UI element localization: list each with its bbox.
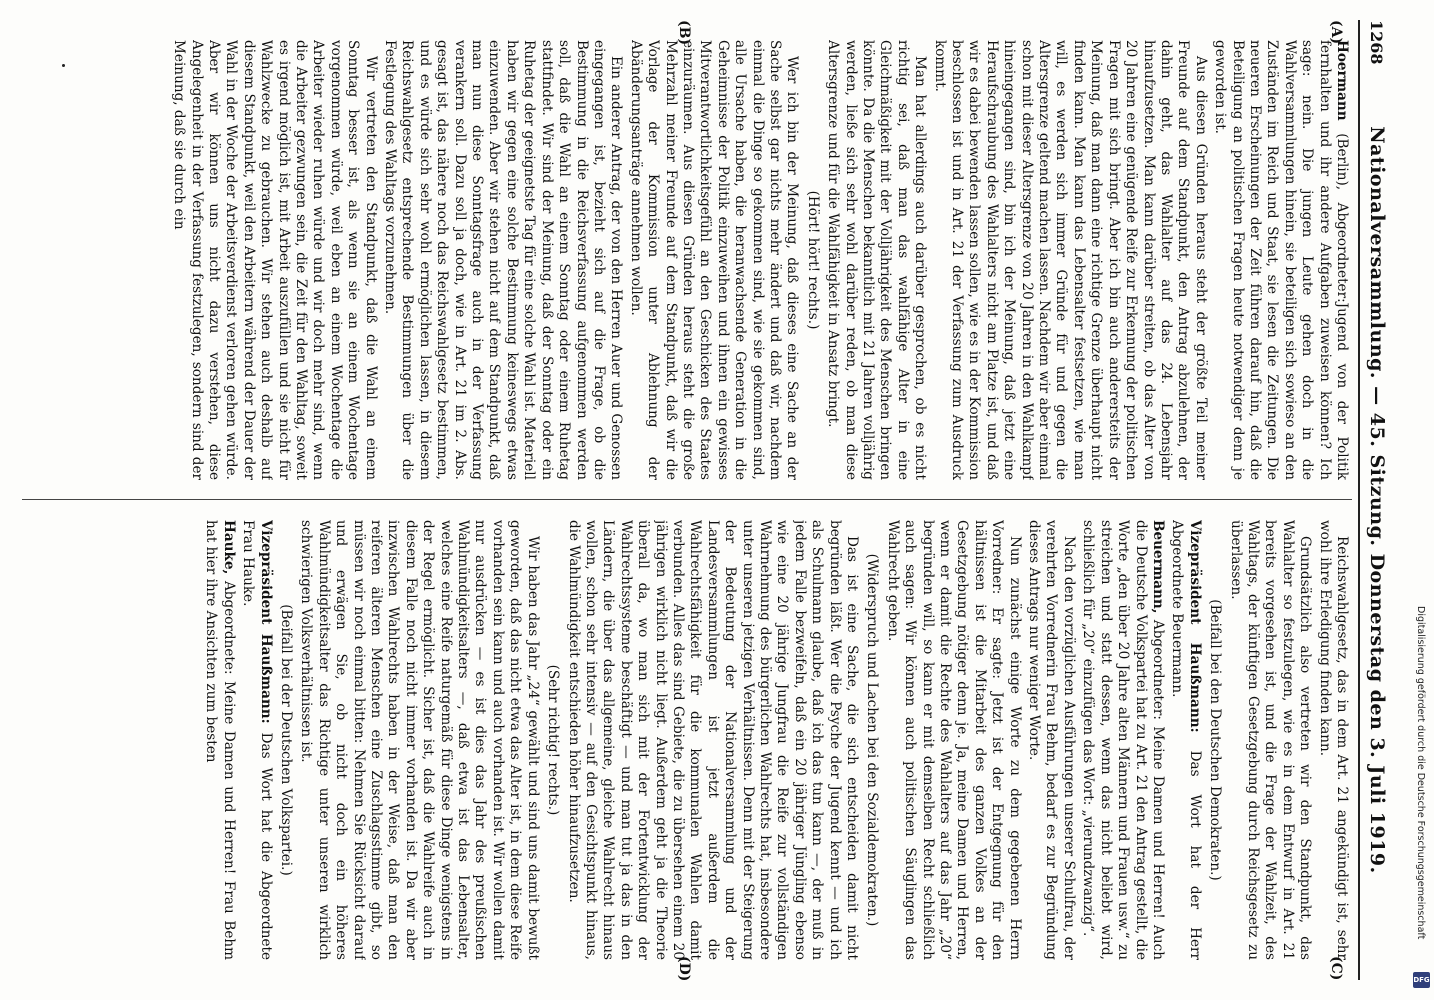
paragraph [930, 40, 1209, 480]
speaker-name: Vizepräsident Haußmann: [257, 520, 274, 724]
margin-marker-b: (B) [676, 20, 692, 46]
paragraph-text: Wir haben das Jahr „24“ gewählt und sind uns damit bewußt geworden, daß das nicht etwa das Alter ist, in dem diese Reife vorhanden sein kann und auch vorhanden ist. Wir wollen damit nur ausdrücken — es ist dies das Jahr des preußischen Wahlmündigkeitsalters —, daß etwa ist das Lebensalter, welches eine Reife naturgemäß für diese Dinge wenigstens in der Regel ermöglicht. Sicher ist, daß die Wahlreife auch in diesem Falle noch nicht immer vorhanden ist. Da wir aber inzwischen Wahlrechts haben in der Weise, daß man den reiferen älteren Menschen eine Zuschlagsstimme gibt, so müssen wir noch einmal bitten: Nehmen Sie Rücksicht darauf und erwägen Sie, ob nicht doch ein höheres Wahlmündigkeitsalter das Richtige unter unseren wirklich schwierigen Volksverhältnissen ist. [298, 520, 541, 960]
paragraph [202, 520, 237, 960]
column-divider [22, 499, 1352, 500]
paragraph-text: Wir vertreten den Standpunkt, daß die Wahl an einem Sonntag besser ist, als wenn sie an einem Wochentage vorgenommen würde, weil eben an einem Wochentage die Arbeiter wieder ruhen würde und wir doch mehr sind, wenn die Arbeiter gezwungen sein, die Zeit für den Wahltag, soweit es irgend möglich ist, mit Arbeit auszufüllen und sie nicht für Wahlzwecke zu gebrauchen. Wir stehen auch deshalb auf diesem Standpunkt, weil den Arbeitern während der Dauer der Wahl in der Woche der Arbeitsverdienst verloren gehen würde. Aber wir können uns nicht dazu verstehen, diese Angelegenheit in der Verfassung festzulegen, sondern sind der Meinung, daß sie durch ein [171, 40, 379, 480]
page-title: Nationalversammlung. — 45. Sitzung. Donnerstag den 3. Juli 1919. [1366, 126, 1388, 874]
paragraph-text: Das Wort hat die Abgeordnete Frau Hauke. [240, 520, 274, 960]
speaker-role: Abgeordnete: [220, 574, 237, 675]
margin-marker-a: (A) [1328, 20, 1344, 45]
paragraph-text: Aus diesen Gründen heraus steht der größte Teil meiner Freunde auf dem Standpunkt, den Antrag abzulehnen, der dahin geht, das Wahlalter auf das 24. Lebensjahr hinaufzusetzen. Man kann darüber streiten, ob das Alter von 20 Jahren eine genügende Reife zur Erkennung der politischen Fragen mit sich bringt. Aber ich bin auch anderersteits der Meinung, daß man dann eine richtige Grenze überhaupt nicht finden kann. Man kann das Lebensalter festsetzen, wie man will, es werden sich immer Gründe für und gegen die Altersgrenze geltend machen lassen. Nachdem wir aber einmal schon mit dieser Altersgrenze von 20 Jahren in den Wahlkampf hineingegangen sind, bin ich der Meinung, daß jetzt eine Heraufschraubung des Wahlalters nicht am Platze ist, und daß wir es dabei bewenden lassen sollen, wie es in der Kommission beschlossen ist und in Art. 21 der Verfassung zum Ausdruck kommt. [931, 40, 1209, 480]
paragraph [564, 520, 860, 960]
paragraph-text: Reichswahlgesetz, das in dem Art. 21 angekündigt ist, sehr wohl ihre Erledigung finden kann. [1316, 520, 1350, 960]
dfg-logo: DFG [1413, 972, 1430, 988]
interjection: (Widerspruch und Lachen bei den Sozialdemokraten.) [864, 553, 881, 927]
speaker-name: Beuermann, [1149, 520, 1166, 614]
digitization-credit [1412, 606, 1432, 990]
paragraph [626, 40, 800, 480]
speaker-name: Hoermann [1334, 40, 1350, 121]
paragraph-text: Ein anderer Antrag, der von den Herren Auer und Genossen eingegangen ist, bezieht sich auf die Frage, ob die Bestimmung in die Reichsverfassung aufgenommen werden soll, daß die Wahl an einem Sonntag oder einem Ruhetag stattfindet. Wir sind der Meinung, daß der Sonntag oder ein Ruhetag der geeignetste Tag für eine solche Wahl ist. Materiell haben wir gegen eine solche Bestimmung keineswegs etwas einzuwenden. Aber wir stehen nicht auf dem Standpunkt, daß man nun diese Sonntagsfrage auch in der Verfassung verankern soll. Dazu soll ja doch, wie in Art. 21 im 2. Abs. gesagt ist, das nähere noch das Reichswahlgesetz bestimmen, und es würde sich sehr wohl ermöglichen lassen, in diesem Reichswahlgesetz entsprechende Bestimmungen über die Festlegung des Wahltags vorzunehmen. [382, 40, 625, 480]
paragraph [883, 520, 1022, 960]
margin-marker-d: (D) [676, 956, 692, 982]
speaker-name: Hauke, [220, 520, 237, 575]
paragraph [824, 40, 928, 480]
paragraph [239, 520, 274, 960]
paragraph-text: Grundsätzlich also vertreten wir den Standpunkt, das Wahlalter so festzulegen, wie es in dem Entwurf in Art. 21 bereits vorgesehen ist, und die Frage der Wahlzeit, des Wahltags, der künftigen Gesetzgebung durch Reichsgesetz zu überlassen. [1227, 520, 1314, 960]
paragraph-text: Meine Damen und Herren! Auch die Deutsche Volkspartei hat zu Art. 21 den Antrag gestellt, die Worte „den über 20 Jahre alten Männern und Frauen usw.“ zu streichen und statt dessen, wenn das nicht beliebt wird, schließlich für „20“ einzufügen das Wort: „vierundzwanzig“. [1080, 520, 1166, 960]
interjection: (Hört! hört! rechts.) [804, 190, 821, 330]
paragraph-text: Das ist eine Sache, die sich entscheiden damit nicht begründen läßt. Wer die Psyche der Jugend kennt — und ich als Schulmann glaube, daß ich das tun kann —, der muß in jedem Falle bezweifeln, daß ein 20 jähriger Jüngling ebenso wie eine 20 jährige Jungfrau die Reife zur vollständigen Wahrnehmung des bürgerlichen Wahlrechts hat, insbesondere unter unseren jetzigen Verhältnissen. Denn mit der Steigerung der Bedeutung der Nationalversammlung und der Landesversammlungen ist jetzt außerdem die Wahlrechtsfähigkeit für die kommunalen Wahlen damit verbunden. Alles das sind Gebiete, die zu übersehen einem 20 jährigen wirklich nicht liegt. Außerdem geht ja die Theorie überall da, wo man sich mit der Fortentwicklung der Wahlrechtssysteme beschäftigt — und man tut ja das in den Ländern, die über das allgemeine, gleiche Wahlrecht hinaus wollen, schon sehr intensiv — auf den Gesichtspunkt hinaus, die Wahlmündigkeit entschieden höher hinaufzusetzen. [565, 520, 861, 960]
paragraph-text: Das Wort hat der Herr Abgeordnete Beuermann. [1169, 520, 1203, 960]
speaker-role: Abgeordneter: [1149, 613, 1166, 720]
right-text-column [20, 520, 1350, 960]
left-text-column [20, 40, 1350, 480]
paragraph [381, 40, 625, 480]
paragraph [1211, 40, 1350, 480]
interjection: (Sehr richtig! rechts.) [545, 664, 562, 816]
paragraph [1025, 520, 1077, 960]
paragraph [1079, 520, 1166, 960]
paragraph-text: Jugend von der Politik fernhalten und ihr andere Aufgaben zuweisen können? Ich sage: nein. Die jungen Leute gehen doch in die Wahlversammlungen hinein, sie beteiligen sich sowieso an den Zuständen im Reich und Staat, sie lesen die Zeitungen. Die neueren Erscheinungen der Zeit führen darauf hin, daß die Beteiligung an politischen Fragen heute notwendiger denn je geworden ist. [1212, 40, 1350, 480]
margin-marker-c: (C) [1328, 956, 1344, 981]
paragraph-text: Man hat allerdings auch darüber gesprochen, ob es nicht richtig sei, daß man das wahlfähige Alter in eine Gleichmäßigkeit mit der Volljährigkeit des Menschen bringen könnte. Da die Menschen bekanntlich mit 21 Jahren volljährig werden, ließe sich sehr wohl darüber reden, ob man diese Altersgrenze und für die Wahlfähigkeit in Ansatz bringt. [825, 40, 929, 480]
paragraph-text: Wer ich bin der Meinung, daß dieses eine Sache an der Sache selbst gar nichts mehr ändert und daß wir, nachdem einmal die Dinge so gekommen sind, wie sie gekommen sind, alle Ursache haben, die heranwachsende Generation in die Geheimnisse der Politik einzuweihen und ihnen ein gewisses Mitverantwortlichkeitsgefühl an den Geschicken des Staates einzuräumen. Aus diesen Gründen heraus steht die große Mehrzahl meiner Freunde auf dem Standpunkt, daß wir die Vorlage der Kommission unter Ablehnung der Abänderungsanträge annehmen wollen. [627, 40, 801, 480]
paragraph [297, 520, 541, 960]
paragraph-text: Meine Damen und Herren! Frau Behm hat hier ihre Ansichten zum besten [203, 520, 237, 960]
rotated-newspaper-page [12, 20, 1392, 980]
paragraph-text: Nun zunächst einige Worte zu dem gegebenen Herrn Vorredner: Er sagte: Jetzt ist der Entgegnung für den hältnissen ist die Mitarbeit des ganzen Volkes an der Gesetzgebung nötiger denn je. Ja, meine Damen und Herren, wenn er damit die Rechte des Wahlalters auf das Jahr „20“ begründen will, so kann er mit demselben Recht schließlich auch sagen: Wir können auch politischen Säuglingen das Wahlrecht geben. [884, 520, 1023, 960]
header-rule [1358, 20, 1360, 980]
paragraph [1168, 520, 1203, 960]
paragraph [1315, 520, 1350, 960]
speaker-name: Vizepräsident Haußmann: [1186, 520, 1203, 733]
interjection: (Beifall bei den Deutschen Demokraten.) [1207, 599, 1224, 881]
paragraph-text: Nach den vorzüglichen Ausführungen unserer Schulfrau, der verehrten Vorrednerin Frau Behm, bedarf es zur Begründung dieses Antrags nur weniger Worte. [1026, 520, 1077, 960]
paragraph [170, 40, 379, 480]
page-number: 1268 [1367, 20, 1386, 65]
interjection: (Beifall bei der Deutschen Volkspartei.) [278, 604, 295, 876]
digitization-credit-text: Digitalisierung gefördert durch die Deutsche Forschungsgemeinschaft [1415, 606, 1426, 940]
paragraph [1226, 520, 1313, 960]
page-header [1358, 20, 1392, 980]
speaker-role: (Berlin), Abgeordneter: [1334, 120, 1350, 303]
print-speck [62, 64, 65, 67]
